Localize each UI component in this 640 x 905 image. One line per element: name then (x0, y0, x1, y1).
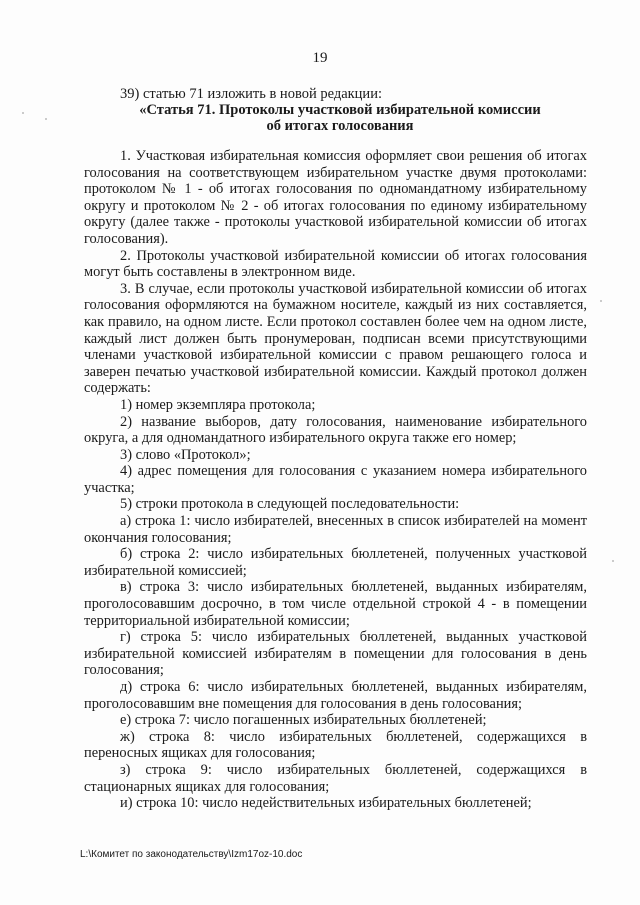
scan-speck (600, 300, 602, 302)
article-title-line-1: «Статья 71. Протоколы участковой избирательной комиссии (139, 102, 541, 118)
list-item: 2) название выборов, дату голосования, наименование избирательного округа, а для одномандатного избирательного округа также его номер; (84, 413, 587, 447)
article-title-line-2: об итогах голосования (266, 118, 414, 134)
sub-item: з) строка 9: число избирательных бюллетеней, содержащихся в стационарных ящиках для голосования; (84, 761, 587, 795)
scan-speck (22, 112, 24, 114)
amendment-intro: 39) статью 71 изложить в новой редакции: (120, 86, 382, 102)
list-item: 1) номер экземпляра протокола; (120, 396, 316, 413)
paragraph: 2. Протоколы участковой избирательной комиссии об итогах голосования могут быть составлены в электронном виде. (84, 247, 587, 281)
article-body (84, 148, 587, 812)
page-number: 19 (312, 50, 328, 66)
list-item: 4) адрес помещения для голосования с указанием номера избирательного участка; (84, 463, 587, 496)
list-item: 5) строки протокола в следующей последовательности: (120, 496, 460, 513)
sub-item: а) строка 1: число избирателей, внесенных в список избирателей на момент окончания голосования; (84, 513, 587, 546)
sub-item: е) строка 7: число погашенных избирательных бюллетеней; (120, 712, 487, 729)
file-path-footer: L:\Комитет по законодательству\Izm17oz-10.doc (80, 849, 303, 860)
sub-item: б) строка 2: число избирательных бюллетеней, полученных участковой избирательной комиссией; (84, 546, 587, 579)
list-item: 3) слово «Протокол»; (120, 446, 251, 463)
sub-item: г) строка 5: число избирательных бюллетеней, выданных участковой избирательной комиссией избирателям в помещении для голосования в день голосования; (84, 629, 587, 679)
sub-item: д) строка 6: число избирательных бюллетеней, выданных избирателям, проголосовавшим вне помещения для голосования в день голосования; (84, 679, 587, 712)
scan-speck (45, 118, 47, 120)
paragraph: 3. В случае, если протоколы участковой избирательной комиссии об итогах голосования оформляются на бумажном носителе, каждый из них составляется, как правило, на одном листе. Если протокол составлен более чем на одном листе, каждый лист должен быть пронумерован, подписан всеми присутствующими членами участковой избирательной комиссии с правом решающего голоса и заверен печатью участковой избирательной комиссии. Каждый протокол должен содержать: (84, 280, 587, 397)
sub-item: и) строка 10: число недействительных избирательных бюллетеней; (120, 795, 532, 812)
sub-item: ж) строка 8: число избирательных бюллетеней, содержащихся в переносных ящиках для голосования; (84, 728, 587, 762)
scan-speck (612, 560, 614, 562)
sub-item: в) строка 3: число избирательных бюллетеней, выданных избирателям, проголосовавшим досрочно, в том числе отдельной строкой 4 - в помещении территориальной избирательной комиссии; (84, 579, 587, 629)
article-title (110, 102, 570, 134)
paragraph: 1. Участковая избирательная комиссия оформляет свои решения об итогах голосования на соответствующем избирательном участке двумя протоколами: протоколом № 1 - об итогах голосования по одномандатному избирательному округу и протоколом № 2 - об итогах голосования по единому избирательному округу (далее также - протоколы участковой избирательной комиссии об итогах голосования). (84, 148, 587, 247)
